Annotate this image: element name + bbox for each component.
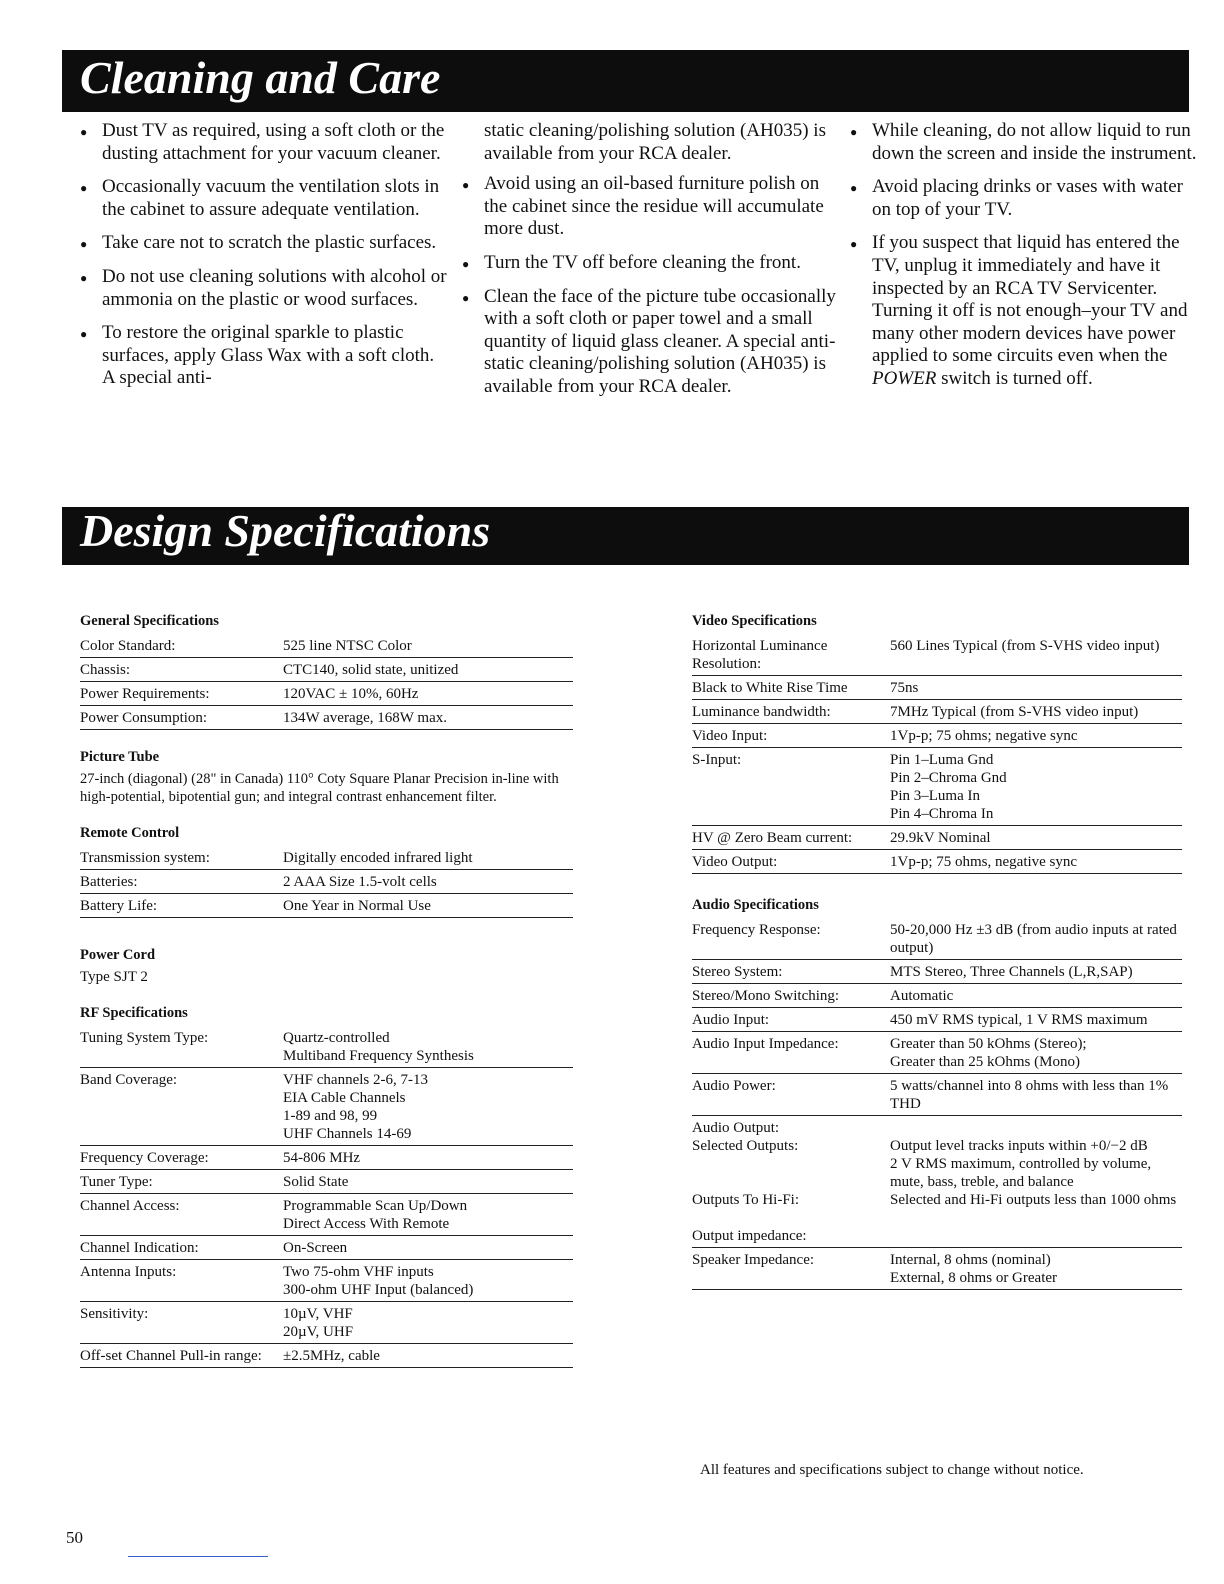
table-row <box>692 634 1182 676</box>
spec-label: Frequency Response: <box>692 922 821 938</box>
spec-label: Channel Access: <box>80 1198 180 1214</box>
list-item: ● Take care not to scratch the plastic surfaces. <box>80 232 450 255</box>
list-item: ● Dust TV as required, using a soft cloth or the dusting attachment for your vacuum cleaner. <box>80 120 450 165</box>
table-row <box>692 960 1182 984</box>
spec-label: Sensitivity: <box>80 1306 149 1322</box>
rf-specs-heading: RF Specifications <box>80 1005 188 1021</box>
spec-value: ±2.5MHz, cable <box>283 1348 380 1364</box>
spec-label: Transmission system: <box>80 850 210 866</box>
spec-value: 50-20,000 Hz ±3 dB (from audio inputs at rated output) <box>890 922 1177 956</box>
list-item: ● Do not use cleaning solutions with alcohol or ammonia on the plastic or wood surfaces. <box>80 266 450 311</box>
table-row <box>80 1194 573 1236</box>
table-row <box>692 700 1182 724</box>
spec-value: 134W average, 168W max. <box>283 710 447 726</box>
spec-value: Output level tracks inputs within +0/−2 dB 2 V RMS maximum, controlled by volume, mute, bass, treble, and balance Selected and Hi-Fi outputs less than 1000 ohms <box>890 1138 1177 1208</box>
spec-value: One Year in Normal Use <box>283 898 431 914</box>
video-specs-heading: Video Specifications <box>692 613 817 629</box>
cleaning-list-1 <box>80 120 450 390</box>
table-row <box>692 1074 1182 1116</box>
table-row <box>80 1170 573 1194</box>
table-row <box>80 1026 573 1068</box>
table-row <box>80 1236 573 1260</box>
list-item-text: If you suspect that liquid has entered the TV, unplug it immediately and have it inspected by an RCA TV Servicenter. Turning it off is not enough–your TV and many other modern devices have power applied to some circuits even when the <box>872 232 1188 367</box>
spec-value: 1Vp-p; 75 ohms; negative sync <box>890 728 1078 744</box>
table-row <box>80 846 573 870</box>
spec-value: Greater than 50 kOhms (Stereo); Greater than 25 kOhms (Mono) <box>890 1036 1087 1070</box>
table-row <box>80 894 573 918</box>
table-row <box>692 1032 1182 1074</box>
table-row <box>80 1146 573 1170</box>
spec-value: VHF channels 2-6, 7-13 EIA Cable Channels 1-89 and 98, 99 UHF Channels 14-69 <box>283 1072 428 1142</box>
list-item: ● While cleaning, do not allow liquid to run down the screen and inside the instrument. <box>850 120 1205 165</box>
spec-value: Pin 1–Luma Gnd Pin 2–Chroma Gnd Pin 3–Luma In Pin 4–Chroma In <box>890 752 1007 822</box>
spec-label: Luminance bandwidth: <box>692 704 831 720</box>
spec-value: On-Screen <box>283 1240 348 1256</box>
picture-tube-text: 27-inch (diagonal) (28" in Canada) 110° Coty Square Planar Precision in-line with high-potential, bipotential gun; and integral contrast enhancement filter. <box>80 771 559 805</box>
spec-value: 75ns <box>890 680 919 696</box>
list-item: ● Avoid placing drinks or vases with water on top of your TV. <box>850 176 1205 221</box>
spec-left-column <box>80 612 573 1368</box>
general-specs-heading: General Specifications <box>80 613 219 629</box>
spec-value: Internal, 8 ohms (nominal) External, 8 ohms or Greater <box>890 1252 1058 1286</box>
power-switch-label: POWER <box>872 367 937 389</box>
spec-label: Video Output: <box>692 854 778 870</box>
list-item: ● Clean the face of the picture tube occasionally with a soft cloth or paper towel and a small quantity of liquid glass cleaner. A special anti-static cleaning/polishing solution (AH035) is available from your RCA dealer. <box>462 286 837 399</box>
footer-rule <box>128 1556 268 1557</box>
design-specs-title: Design Specifications <box>80 505 491 556</box>
spec-label: HV @ Zero Beam current: <box>692 830 853 846</box>
table-row <box>692 1248 1182 1290</box>
table-row <box>80 870 573 894</box>
spec-value: 560 Lines Typical (from S-VHS video input) <box>890 638 1160 654</box>
spec-label: Power Consumption: <box>80 710 208 726</box>
table-row <box>692 918 1182 960</box>
table-row <box>692 676 1182 700</box>
spec-value: Digitally encoded infrared light <box>283 850 473 866</box>
table-row <box>692 984 1182 1008</box>
table-row <box>692 1008 1182 1032</box>
design-specs-banner <box>62 507 1189 565</box>
spec-value: 7MHz Typical (from S-VHS video input) <box>890 704 1139 720</box>
spec-label: Off-set Channel Pull-in range: <box>80 1348 262 1364</box>
video-specs-table <box>692 634 1182 874</box>
spec-label: Audio Power: <box>692 1078 776 1094</box>
spec-value: Automatic <box>890 988 954 1004</box>
spec-label: Frequency Coverage: <box>80 1150 209 1166</box>
table-row <box>80 634 573 658</box>
table-row <box>692 850 1182 874</box>
spec-value: 54-806 MHz <box>283 1150 361 1166</box>
spec-label: Band Coverage: <box>80 1072 178 1088</box>
table-row <box>80 706 573 730</box>
spec-label: Audio Input Impedance: <box>692 1036 839 1052</box>
power-cord-text: Type SJT 2 <box>80 969 148 985</box>
spec-right-column <box>692 612 1182 1290</box>
spec-label: S-Input: <box>692 752 742 768</box>
table-row <box>692 1116 1182 1248</box>
spec-value: Solid State <box>283 1174 349 1190</box>
spec-value: Programmable Scan Up/Down Direct Access With Remote <box>283 1198 468 1232</box>
table-row <box>692 826 1182 850</box>
table-row <box>692 748 1182 826</box>
spec-value: 5 watts/channel into 8 ohms with less than 1% THD <box>890 1078 1169 1112</box>
table-row <box>80 1302 573 1344</box>
spec-value: 1Vp-p; 75 ohms, negative sync <box>890 854 1078 870</box>
list-item: ● Avoid using an oil-based furniture polish on the cabinet since the residue will accumulate more dust. <box>462 173 837 241</box>
spec-label: Audio Input: <box>692 1012 770 1028</box>
cleaning-column-3 <box>850 120 1205 402</box>
spec-label: Audio Output: Selected Outputs: Outputs To Hi-Fi: Output impedance: <box>692 1120 807 1244</box>
remote-specs-table <box>80 846 573 918</box>
list-item: ● To restore the original sparkle to plastic surfaces, apply Glass Wax with a soft cloth. A special anti- <box>80 322 450 390</box>
spec-label: Battery Life: <box>80 898 158 914</box>
cleaning-column-1 <box>80 120 450 401</box>
remote-control-heading: Remote Control <box>80 825 180 841</box>
specs-notice: All features and specifications subject to change without notice. <box>700 1462 1084 1478</box>
spec-label: Speaker Impedance: <box>692 1252 815 1268</box>
list-item-text: switch is turned off. <box>936 367 1093 389</box>
cleaning-care-banner <box>62 50 1189 112</box>
cleaning-list-3-last <box>850 232 1205 390</box>
spec-label: Tuning System Type: <box>80 1030 209 1046</box>
spec-label: Channel Indication: <box>80 1240 199 1256</box>
table-row <box>80 682 573 706</box>
power-cord-heading: Power Cord <box>80 947 156 963</box>
spec-value: Two 75-ohm VHF inputs 300-ohm UHF Input (balanced) <box>283 1264 474 1298</box>
spec-value: 2 AAA Size 1.5-volt cells <box>283 874 437 890</box>
spec-value: 525 line NTSC Color <box>283 638 412 654</box>
cleaning-care-title: Cleaning and Care <box>80 52 441 103</box>
spec-label: Black to White Rise Time <box>692 680 848 696</box>
spec-label: Antenna Inputs: <box>80 1264 177 1280</box>
spec-label: Chassis: <box>80 662 131 678</box>
cleaning-list-2 <box>462 173 837 398</box>
spec-value: 120VAC ± 10%, 60Hz <box>283 686 419 702</box>
list-item: ● Occasionally vacuum the ventilation slots in the cabinet to assure adequate ventilation. <box>80 176 450 221</box>
cleaning-continued-text: static cleaning/polishing solution (AH035) is available from your RCA dealer. <box>484 120 826 164</box>
table-row <box>80 658 573 682</box>
spec-value: 10µV, VHF 20µV, UHF <box>283 1306 354 1340</box>
spec-label: Stereo/Mono Switching: <box>692 988 840 1004</box>
list-item: ● Turn the TV off before cleaning the front. <box>462 252 837 275</box>
spec-label: Stereo System: <box>692 964 783 980</box>
spec-label: Power Requirements: <box>80 686 210 702</box>
spec-label: Horizontal Luminance Resolution: <box>692 638 828 672</box>
list-item <box>850 232 1205 390</box>
spec-value: 450 mV RMS typical, 1 V RMS maximum <box>890 1012 1148 1028</box>
spec-label: Color Standard: <box>80 638 176 654</box>
cleaning-list-3 <box>850 120 1205 221</box>
general-specs-table <box>80 634 573 730</box>
picture-tube-heading: Picture Tube <box>80 749 160 765</box>
cleaning-column-2 <box>462 120 837 410</box>
rf-specs-table <box>80 1026 573 1368</box>
spec-value: 29.9kV Nominal <box>890 830 991 846</box>
table-row <box>692 724 1182 748</box>
spec-value: CTC140, solid state, unitized <box>283 662 459 678</box>
spec-value: Quartz-controlled Multiband Frequency Synthesis <box>283 1030 474 1064</box>
audio-specs-table <box>692 918 1182 1290</box>
spec-label: Batteries: <box>80 874 138 890</box>
table-row <box>80 1260 573 1302</box>
table-row <box>80 1344 573 1368</box>
spec-value: MTS Stereo, Three Channels (L,R,SAP) <box>890 964 1133 980</box>
page-number: 50 <box>66 1528 83 1547</box>
spec-label: Video Input: <box>692 728 768 744</box>
spec-label: Tuner Type: <box>80 1174 153 1190</box>
audio-specs-heading: Audio Specifications <box>692 897 819 913</box>
table-row <box>80 1068 573 1146</box>
